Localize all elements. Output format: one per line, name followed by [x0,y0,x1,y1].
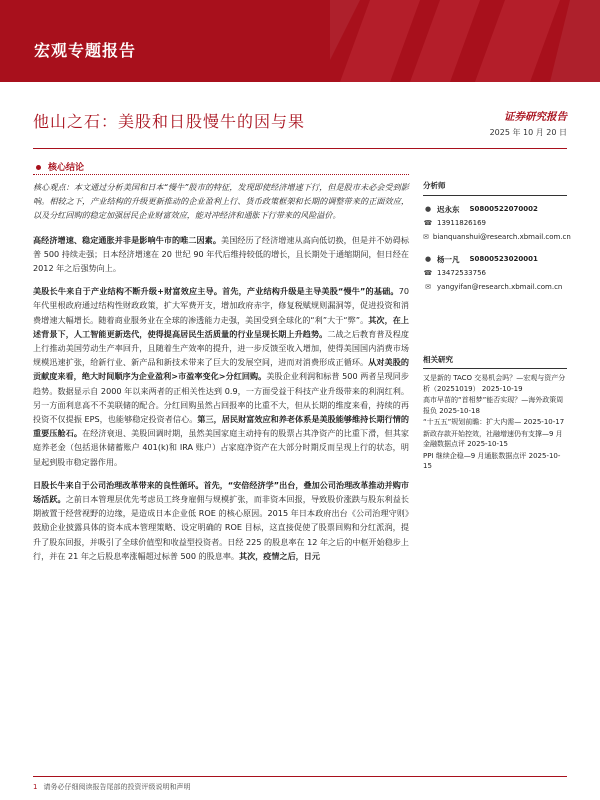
core-conclusion-heading [36,160,84,173]
related-research-item[interactable]: “十五五”规划前瞻：扩大内需— 2025-10-17 [423,418,565,426]
mail-icon: ✉ [425,283,431,291]
footer-divider [33,776,567,777]
body-paragraph-2 [33,284,409,469]
person-icon: ● [424,205,432,213]
related-research-item[interactable]: PPI 继续企稳—9 月通胀数据点评 2025-10-15 [423,451,561,470]
paragraph-text: 在经济衰退、美股回调时期，虽然美国家庭主动持有的股票占其净资产的比重下滑，但其家庭养老金（包括退休储蓄账户 401(k)和 IRA 账户）占家庭净资产在大部分时期反而呈现上行的状态，明显起到股市稳定器作用。 [33,428,409,467]
bullet-icon [36,165,41,170]
analyst-name: 杨一凡 [437,254,460,264]
analyst-card [423,252,567,294]
phone-icon: ☎ [423,269,433,277]
paragraph-lead: 高经济增速、稳定通胀并非是影响牛市的唯二因素。 [33,234,222,245]
analyst-email[interactable]: yangyifan@research.xbmail.com.cn [437,283,563,291]
section-divider [33,174,409,175]
paragraph-lead: 其次，在上述背景下，人工智能更新迭代，使得提高居民生活质量的行业呈现长期上升趋势。 [33,314,409,339]
paragraph-lead: 日股长牛来自于公司治理改革带来的良性循环。首先，“安倍经济学”出台，叠加公司治理改革推动并购市场活跃。 [33,479,409,505]
analyst-phone: 13472533756 [437,269,486,277]
main-body [33,180,409,572]
paragraph-lead: 其次，疫情之后，日元 [239,550,320,561]
sidebar [423,180,571,473]
footer [33,782,190,792]
report-type: 证券研究报告 [504,111,567,123]
analyst-cert: S0800523020001 [469,255,538,263]
footer-disclaimer: 请务必仔细阅读报告尾部的投资评级说明和声明 [43,783,191,791]
paragraph-lead: 第三，居民财富效应和养老体系是美股能够维持长期行情的重要压舱石。 [33,414,409,439]
page-title: 他山之石：美股和日股慢牛的因与果 [33,112,306,131]
core-conclusion-label: 核心结论 [48,163,85,173]
mail-icon: ✉ [423,233,429,241]
body-paragraph-1 [33,233,409,276]
person-icon: ● [424,255,432,263]
phone-icon: ☎ [423,219,433,227]
title-divider [33,148,567,149]
report-category: 宏观专题报告 [34,41,137,60]
analyst-name: 迟永东 [437,204,460,214]
abstract-paragraph: 核心观点：本文通过分析美国和日本“慢牛”股市的特征，发现即使经济增速下行，但是股市未必会受到影响。相较之下，产业结构的升级更新推动的企业盈利上行、货币政策框架和长期的调整带来的正面效应，以及分红回购的稳定加强居民企业财富效应，能对冲经济和通胀下行带来的风险溢价。 [33,182,409,221]
analyst-email[interactable]: bianquanshui@research.xbmail.com.cn [432,233,571,241]
paragraph-text: 之前日本管理层优先考虑员工终身雇佣与规模扩张，而非资本回报，导致股价涨跌与股东利益长期被置于经营视野的边缘，是造成日本企业低 ROE 的核心原因。2015 年日本政府出台《公司治理守则》鼓励企业披露具体的资本成本管理策略、设定明确的 ROE 目标，这直接促使了股票回购和分红派润，提升了股东回报，并吸引了全球价值型和收益型投资者。日经 225 的股息率在 12 年之后的中枢开始稳步上行，并在 21 年之后股息率涨幅超过标普 500 的股息率。 [33,494,409,561]
body-paragraph-3 [33,478,409,563]
sidebar-spacer [423,302,567,354]
paragraph-lead: 美股长牛来自于产业结构不断升级+财富效应主导。首先，产业结构升级是主导美股“慢牛”的基础。 [33,286,399,297]
paragraph-text: 美股企业利润和标普 500 两者呈现同步趋势。数据显示自 2000 年以来两者的正相关性达到 0.9，一方面受益于科技产业升级带来的利润红利。另一方面利息高不不美联储的配合。分红回购虽然占回报率的比重不大，但从长期的维度来看，持续的再投资不仅提振 EPS，也能够稳定投资者信心。 [33,371,409,425]
banner-decoration [330,0,600,82]
related-research-item[interactable]: 新政存款开始控效，社融增速仍有支撑—9 月金融数据点评 2025-10-15 [423,429,563,448]
paragraph-text: 美国经历了经济增速从高向低切换，但是并不妨碍标普 500 持续走强；日本经济增速在 20 世纪 90 年代后维持较低的增长，且长期处于通缩期间，但日经在 2012 年之后强势向上。 [33,234,409,274]
analyst-heading: 分析师 [423,180,567,196]
related-research-item[interactable]: 高市早苗的“首相梦”能否实现？—海外政策周报负 2025-10-18 [423,396,564,415]
related-research-item[interactable]: 又是新的 TACO 交易机会吗？—宏观与资产分析（20251019） 2025-10-19 [423,374,566,393]
analyst-phone: 13911826169 [437,219,486,227]
page-number: 1 [33,783,38,791]
analyst-cert: S0800522070002 [469,205,538,213]
paragraph-text: 二战之后教育普及程度上行推动美国劳动生产率回升，且随着生产效率的提升，进一步反馈至收入增加，使得美国国内消费市场规模迅速扩张，给新行业、新产品和新技术带来了巨大的发展空间，进而对消费形成正循环。 [33,328,409,368]
paragraph-text: 70 年代里根政府通过结构性财政政策，扩大军费开支，增加政府赤字，修复税赋规则漏洞等，促进投资和消费增速大幅增长。随着商业服务业在全球的渗透能力走强，美国受到全球化的“利”大于“弊”。 [33,286,409,325]
report-date: 2025 年 10 月 20 日 [489,128,567,137]
analyst-card [423,202,571,244]
related-research-heading: 相关研究 [423,354,567,369]
header-banner [0,0,600,82]
paragraph-lead: 从对美股的贡献度来看，绝大时间顺序为企业盈利>市盈率变化>分红回购。 [33,357,409,382]
